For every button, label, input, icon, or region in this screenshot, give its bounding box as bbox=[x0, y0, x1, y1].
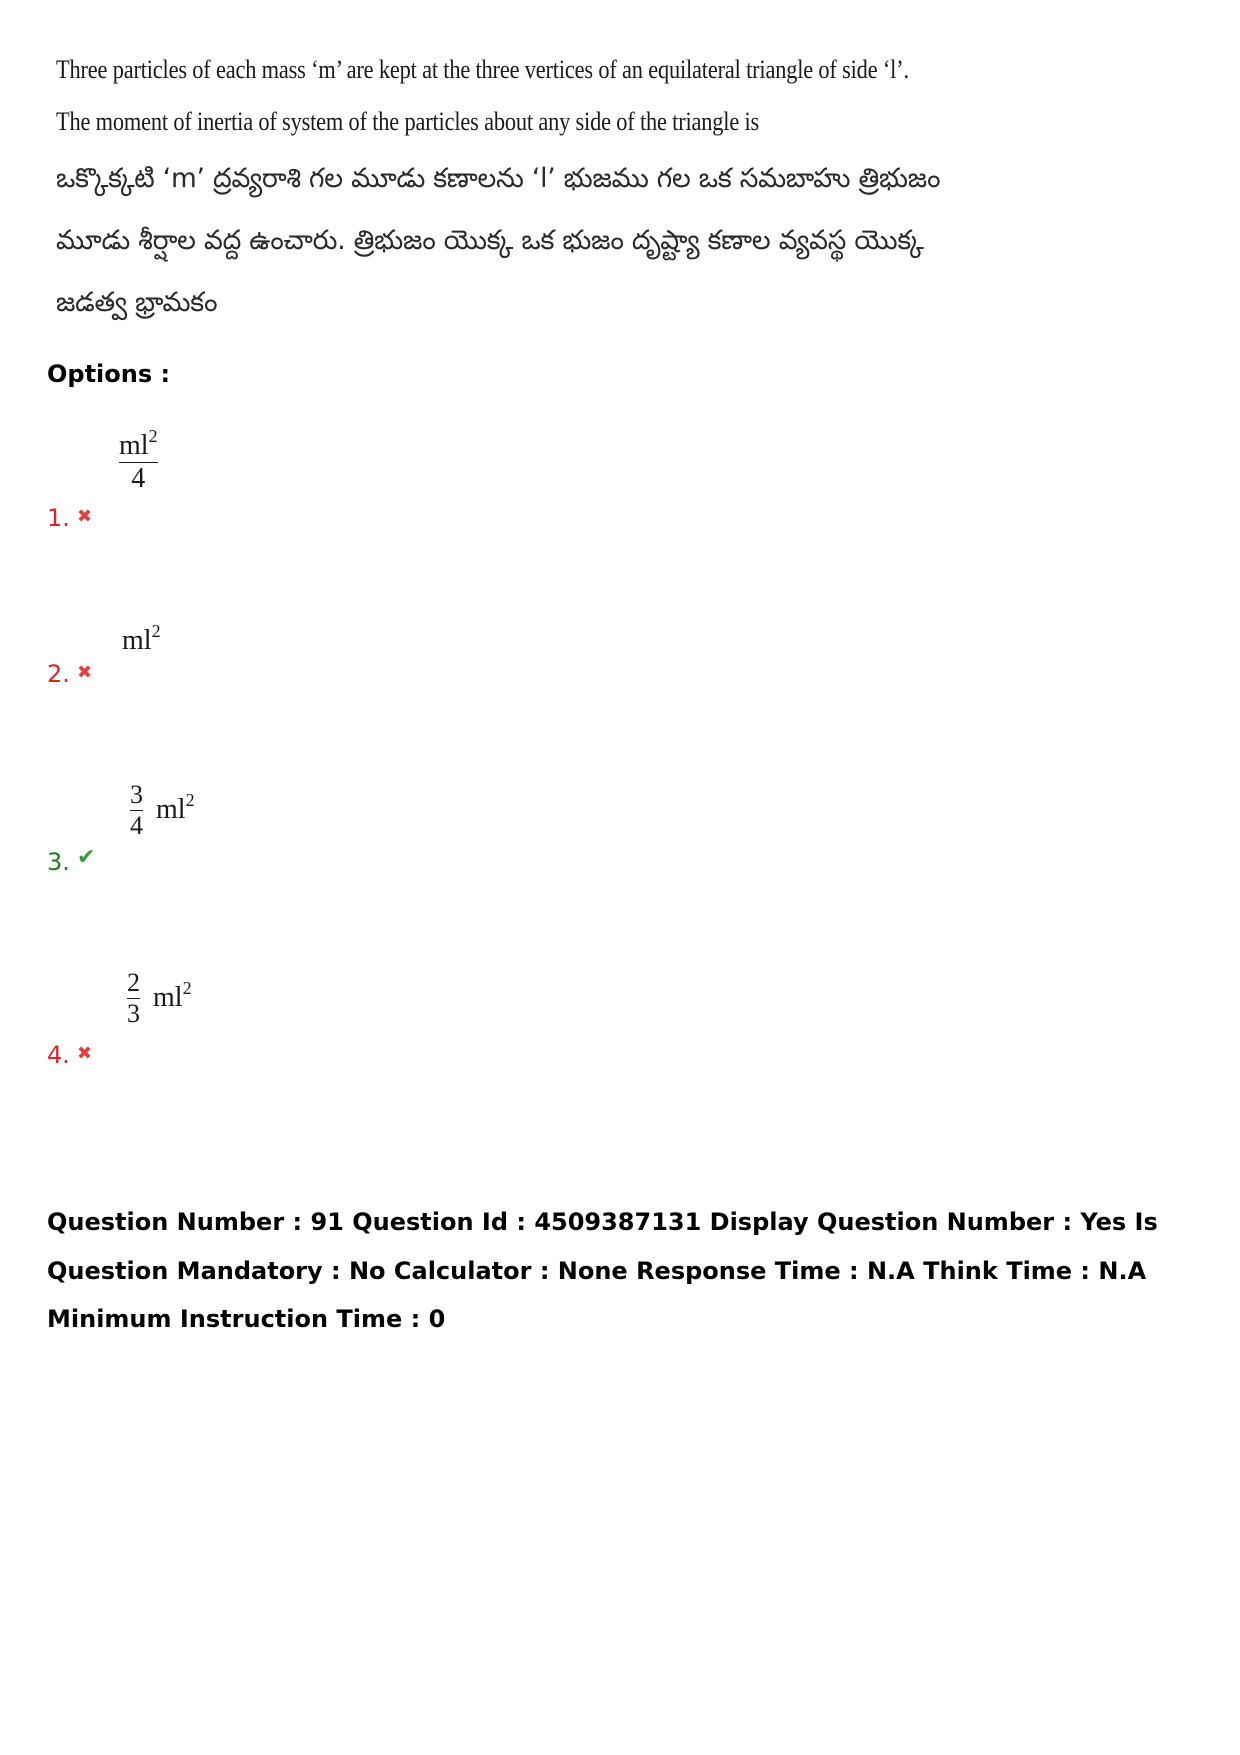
option-number: 3. bbox=[47, 848, 70, 876]
option-2 bbox=[47, 621, 647, 735]
check-icon: ✔ bbox=[77, 845, 96, 870]
question-metadata: Question Number : 91 Question Id : 4509387131 Display Question Number : Yes Is Question Mandatory : No Calculator : None Response Time : N.A Think Time : N.A Minimum Instruction Time : 0 bbox=[47, 1208, 1158, 1333]
option-3 bbox=[47, 780, 647, 890]
option-formula: $\frac{2}{3}$ $ml^2$ bbox=[127, 968, 192, 1028]
option-1 bbox=[47, 426, 647, 540]
option-formula: $\frac{ml^2}{4}$ bbox=[119, 426, 158, 495]
question-image bbox=[56, 44, 946, 334]
question-text-te-line-3: జడత్వ భ్రామకం bbox=[56, 287, 218, 318]
option-formula: $\frac{3}{4}$ $ml^2$ bbox=[130, 780, 195, 840]
cross-icon: ✖ bbox=[77, 662, 93, 683]
cross-icon: ✖ bbox=[77, 1043, 93, 1064]
question-text-te-line-1: ఒక్కొక్కటి ‘m’ ద్రవ్యరాశి గల మూడు కణాలను ‘l’ భుజము గల ఒక సమబాహు త్రిభుజం bbox=[56, 163, 941, 194]
option-number: 2. bbox=[47, 660, 70, 688]
option-4 bbox=[47, 968, 647, 1078]
cross-icon: ✖ bbox=[77, 506, 93, 527]
option-number: 4. bbox=[47, 1041, 70, 1069]
question-text-te-line-2: మూడు శీర్షాల వద్ద ఉంచారు. త్రిభుజం యొక్క ఒక భుజం దృష్ట్యా కణాల వ్యవస్థ యొక్క bbox=[56, 225, 924, 256]
question-text-en-line-2: The moment of inertia of system of the particles about any side of the triangle is bbox=[56, 107, 760, 136]
option-number: 1. bbox=[47, 504, 70, 532]
option-formula: $ml^2$ bbox=[122, 621, 161, 656]
options-heading: Options : bbox=[47, 360, 171, 388]
question-text-en-line-1: Three particles of each mass ‘m’ are kept at the three vertices of an equilateral triangle of side ‘l’. bbox=[56, 55, 909, 84]
